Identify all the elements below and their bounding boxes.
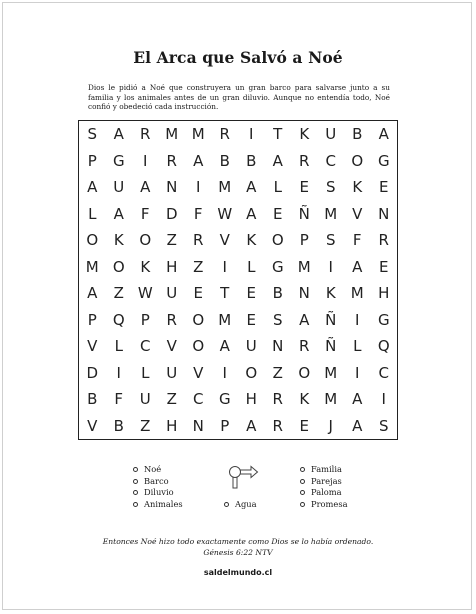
grid-cell[interactable]: H xyxy=(378,284,390,303)
grid-cell[interactable]: M xyxy=(218,310,232,329)
grid-cell[interactable]: Ñ xyxy=(325,337,337,356)
grid-cell[interactable]: I xyxy=(116,363,121,382)
grid-cell[interactable]: R xyxy=(272,416,283,435)
grid-cell[interactable]: V xyxy=(352,204,363,223)
grid-cell[interactable]: B xyxy=(219,151,230,170)
checkbox-circle-icon[interactable] xyxy=(224,502,229,507)
checkbox-circle-icon[interactable] xyxy=(133,479,138,484)
grid-cell[interactable]: R xyxy=(166,310,177,329)
grid-cell[interactable]: F xyxy=(140,204,150,223)
grid-cell[interactable]: A xyxy=(140,178,151,197)
grid-cell[interactable]: G xyxy=(271,257,284,276)
grid-cell[interactable]: V xyxy=(87,416,98,435)
checkbox-circle-icon[interactable] xyxy=(133,467,138,472)
grid-cell[interactable]: B xyxy=(352,125,363,144)
grid-cell[interactable]: A xyxy=(87,178,98,197)
word-item[interactable] xyxy=(300,487,348,499)
grid-cell[interactable]: A xyxy=(352,257,363,276)
grid-cell[interactable]: M xyxy=(297,257,311,276)
grid-cell[interactable]: M xyxy=(218,178,232,197)
grid-cell[interactable]: C xyxy=(325,151,336,170)
grid-cell[interactable]: G xyxy=(218,390,231,409)
grid-cell[interactable]: A xyxy=(219,337,230,356)
page-title: El Arca que Salvó a Noé xyxy=(133,48,343,67)
grid-cell[interactable]: A xyxy=(246,178,257,197)
grid-cell[interactable]: I xyxy=(196,178,201,197)
grid-cell[interactable]: R xyxy=(219,125,230,144)
grid-cell[interactable]: M xyxy=(324,390,338,409)
grid-cell[interactable]: P xyxy=(220,416,230,435)
grid-cell[interactable]: L xyxy=(88,204,97,223)
grid-cell[interactable]: E xyxy=(193,284,203,303)
grid-cell[interactable]: L xyxy=(353,337,362,356)
grid-cell[interactable]: Q xyxy=(377,337,390,356)
grid-cell[interactable]: G xyxy=(112,151,125,170)
grid-cell[interactable]: P xyxy=(140,310,150,329)
grid-cell[interactable]: A xyxy=(352,416,363,435)
word-item[interactable] xyxy=(300,464,348,476)
grid-cell[interactable]: Z xyxy=(113,284,124,303)
grid-cell[interactable]: M xyxy=(350,284,364,303)
word-item[interactable] xyxy=(133,476,183,488)
grid-cell[interactable]: E xyxy=(379,178,389,197)
grid-cell[interactable]: O xyxy=(351,151,364,170)
grid-cell[interactable]: E xyxy=(273,204,283,223)
grid-cell[interactable]: A xyxy=(87,284,98,303)
word-label: Animales xyxy=(144,498,183,509)
grid-cell[interactable]: I xyxy=(328,257,333,276)
word-label: Agua xyxy=(235,499,257,509)
grid-cell[interactable]: I xyxy=(381,390,386,409)
grid-cell[interactable]: S xyxy=(325,231,336,250)
grid-cell[interactable]: A xyxy=(299,310,310,329)
grid-cell[interactable]: K xyxy=(299,390,310,409)
grid-cell[interactable]: A xyxy=(246,416,257,435)
grid-cell[interactable]: E xyxy=(246,310,256,329)
grid-cell[interactable]: B xyxy=(246,151,257,170)
grid-cell[interactable]: V xyxy=(219,231,230,250)
grid-cell[interactable]: N xyxy=(378,204,390,223)
word-list-right xyxy=(300,464,348,510)
grid-cell[interactable]: L xyxy=(247,257,256,276)
grid-cell[interactable]: E xyxy=(299,178,309,197)
grid-cell[interactable]: A xyxy=(193,151,204,170)
word-item[interactable] xyxy=(300,499,348,511)
word-label: Paloma xyxy=(311,487,342,498)
grid-cell[interactable]: K xyxy=(140,257,151,276)
grid-cell[interactable]: R xyxy=(299,337,310,356)
word-label: Parejas xyxy=(311,475,342,486)
grid-cell[interactable]: K xyxy=(352,178,363,197)
grid-cell[interactable]: K xyxy=(246,231,257,250)
grid-cell[interactable]: L xyxy=(141,363,150,382)
checkbox-circle-icon[interactable] xyxy=(300,467,305,472)
grid-cell[interactable]: R xyxy=(272,390,283,409)
grid-cell[interactable]: V xyxy=(193,363,204,382)
grid-cell[interactable]: I xyxy=(222,363,227,382)
grid-cell[interactable]: G xyxy=(377,151,390,170)
grid-cell[interactable]: Ñ xyxy=(298,204,310,223)
grid-cell[interactable]: R xyxy=(378,231,389,250)
grid-cell[interactable]: V xyxy=(166,337,177,356)
grid-cell[interactable]: Z xyxy=(166,390,177,409)
grid-cell[interactable]: M xyxy=(165,125,179,144)
grid-cell[interactable]: S xyxy=(272,310,283,329)
word-label: Noé xyxy=(144,464,162,474)
verse-text: Entonces Noé hizo todo exactamente como Dios se lo había ordenado. xyxy=(102,537,374,546)
grid-cell[interactable]: C xyxy=(140,337,151,356)
grid-cell[interactable]: I xyxy=(355,363,360,382)
grid-cell[interactable]: U xyxy=(166,284,178,303)
grid-cell[interactable]: S xyxy=(87,125,98,144)
grid-cell[interactable]: P xyxy=(87,151,97,170)
word-list-left xyxy=(133,464,183,510)
word-search-grid[interactable] xyxy=(78,120,398,440)
grid-cell[interactable]: N xyxy=(192,416,204,435)
grid-cell[interactable]: R xyxy=(166,151,177,170)
grid-cell[interactable]: W xyxy=(217,204,233,223)
arrow-right-icon xyxy=(227,464,259,490)
grid-cell[interactable]: N xyxy=(272,337,284,356)
word-item[interactable] xyxy=(133,464,183,476)
grid-cell[interactable]: B xyxy=(272,284,283,303)
grid-cell[interactable]: Z xyxy=(272,363,283,382)
word-label: Diluvio xyxy=(144,487,174,498)
grid-cell[interactable]: I xyxy=(222,257,227,276)
grid-cell[interactable]: T xyxy=(220,284,230,303)
grid-cell[interactable]: U xyxy=(139,390,151,409)
grid-cell[interactable]: H xyxy=(245,390,257,409)
grid-cell[interactable]: U xyxy=(325,125,337,144)
grid-cell[interactable]: I xyxy=(143,151,148,170)
grid-cell[interactable]: K xyxy=(113,231,124,250)
grid-cell[interactable]: J xyxy=(328,416,333,435)
word-list-middle xyxy=(224,499,257,511)
grid-cell[interactable]: P xyxy=(299,231,309,250)
grid-cell[interactable]: O xyxy=(192,310,205,329)
checkbox-circle-icon[interactable] xyxy=(300,490,305,495)
grid-cell[interactable]: T xyxy=(273,125,283,144)
grid-cell[interactable]: M xyxy=(85,257,99,276)
grid-cell[interactable]: C xyxy=(378,363,389,382)
bible-verse xyxy=(0,536,476,558)
grid-cell[interactable]: R xyxy=(193,231,204,250)
grid-cell[interactable]: O xyxy=(271,231,284,250)
grid-cell[interactable]: R xyxy=(140,125,151,144)
grid-cell[interactable]: Ñ xyxy=(325,310,337,329)
grid-cell[interactable]: E xyxy=(379,257,389,276)
grid-cell[interactable]: B xyxy=(87,390,98,409)
grid-cell[interactable]: G xyxy=(377,310,390,329)
intro-paragraph: Dios le pidió a Noé que construyera un gran barco para salvarse junto a su familia y los animales antes de un gran diluvio. Aunque no entendía todo, Noé confió y obedeció cada instrucción. xyxy=(88,83,390,112)
grid-cell[interactable]: K xyxy=(325,284,336,303)
word-label: Barco xyxy=(144,475,169,486)
grid-cell[interactable]: O xyxy=(245,363,258,382)
grid-cell[interactable]: D xyxy=(165,204,178,223)
grid-cell[interactable]: B xyxy=(113,416,124,435)
grid-cell[interactable]: H xyxy=(166,257,178,276)
grid-cell[interactable]: A xyxy=(378,125,389,144)
grid-cell[interactable]: E xyxy=(246,284,256,303)
checkbox-circle-icon[interactable] xyxy=(300,479,305,484)
grid-cell[interactable]: N xyxy=(166,178,178,197)
grid-cell[interactable]: Z xyxy=(193,257,204,276)
grid-cell[interactable]: O xyxy=(192,337,205,356)
word-item[interactable] xyxy=(224,499,257,511)
grid-cell[interactable]: D xyxy=(86,363,99,382)
grid-cell[interactable]: O xyxy=(112,257,125,276)
website-footer: saldelmundo.cl xyxy=(203,568,273,577)
grid-cell[interactable]: M xyxy=(324,363,338,382)
grid-cell[interactable]: K xyxy=(299,125,310,144)
grid-cell[interactable]: V xyxy=(87,337,98,356)
grid-cell[interactable]: O xyxy=(298,363,311,382)
grid-cell[interactable]: U xyxy=(166,363,178,382)
grid-cell[interactable]: A xyxy=(352,390,363,409)
grid-cell[interactable]: M xyxy=(324,204,338,223)
checkbox-circle-icon[interactable] xyxy=(133,502,138,507)
checkbox-circle-icon[interactable] xyxy=(133,490,138,495)
grid-cell[interactable]: Q xyxy=(112,310,125,329)
grid-cell[interactable]: M xyxy=(191,125,205,144)
grid-cell[interactable]: O xyxy=(86,231,99,250)
grid-cell[interactable]: L xyxy=(114,337,123,356)
grid-cell[interactable]: U xyxy=(245,337,257,356)
grid-cell[interactable]: Z xyxy=(166,231,177,250)
grid-cell[interactable]: C xyxy=(193,390,204,409)
grid-cell[interactable]: L xyxy=(273,178,282,197)
grid-cell[interactable]: S xyxy=(325,178,336,197)
grid-cell[interactable]: H xyxy=(166,416,178,435)
grid-cell[interactable]: A xyxy=(272,151,283,170)
grid-cell[interactable]: A xyxy=(246,204,257,223)
word-item[interactable] xyxy=(133,499,183,511)
word-item[interactable] xyxy=(133,487,183,499)
word-item[interactable] xyxy=(300,476,348,488)
grid-cell[interactable]: P xyxy=(87,310,97,329)
grid-cell[interactable]: O xyxy=(139,231,152,250)
grid-cell[interactable]: W xyxy=(137,284,153,303)
verse-reference: Génesis 6:22 NTV xyxy=(203,548,273,557)
word-label: Familia xyxy=(311,464,342,474)
grid-cell[interactable]: S xyxy=(378,416,389,435)
grid-cell[interactable]: Z xyxy=(140,416,151,435)
grid-cell[interactable]: A xyxy=(113,125,124,144)
grid-cell[interactable]: F xyxy=(114,390,124,409)
grid-cell[interactable]: U xyxy=(113,178,125,197)
word-label: Promesa xyxy=(311,498,348,509)
checkbox-circle-icon[interactable] xyxy=(300,502,305,507)
grid-cell[interactable]: R xyxy=(299,151,310,170)
grid-cell[interactable]: I xyxy=(249,125,254,144)
grid-cell[interactable]: A xyxy=(113,204,124,223)
grid-cell[interactable]: F xyxy=(193,204,203,223)
grid-cell[interactable]: I xyxy=(355,310,360,329)
grid-cell[interactable]: F xyxy=(352,231,362,250)
grid-cell[interactable]: N xyxy=(298,284,310,303)
grid-cell[interactable]: E xyxy=(299,416,309,435)
